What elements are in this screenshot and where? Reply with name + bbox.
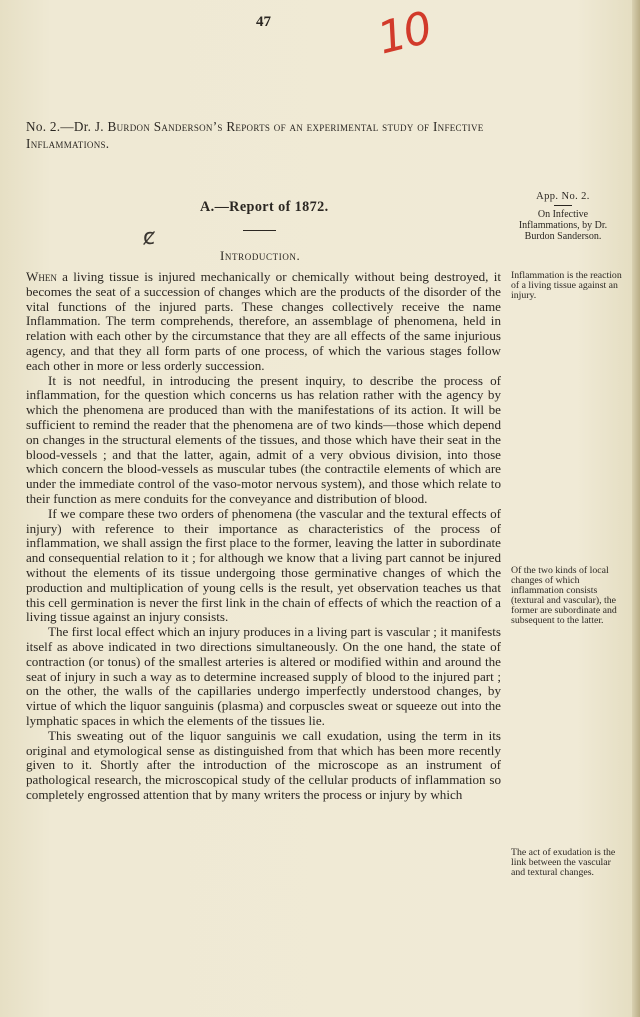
appendix-reference xyxy=(513,191,613,242)
page-edge xyxy=(632,0,640,1017)
handwritten-squiggle: ȼ xyxy=(143,225,156,250)
handwritten-mark: 10 xyxy=(372,2,436,65)
appendix-title: App. No. 2. xyxy=(536,191,590,202)
margin-note-inflammation: Inflammation is the reaction of a living tissue against an injury. xyxy=(511,270,622,301)
document-title xyxy=(26,118,566,152)
paragraph-text: a living tissue is injured mechanically or chemically without being destroyed, it becomes the seat of a succession of changes which are the products of the disorder of the vital functions of the injured parts. These changes collectively receive the name Inflammation. The term comprehends, therefore, an assemblage of phenomena, held in relation with each other by the circumstance that they are all effects of the same injurious agency, and that they all form parts of one process, of which the various stages follow each other in more or less orderly succession. xyxy=(26,269,501,373)
margin-note-two-kinds: Of the two kinds of local changes of which inflammation consists (textural and vascular), the former are subordinate and subsequent to the latter. xyxy=(511,565,617,626)
section-heading: A.—Report of 1872. xyxy=(200,199,329,215)
paragraph xyxy=(26,729,501,803)
paragraph-text: It is not needful, in introducing the present inquiry, to describe the process of inflammation, for the question which concerns us has relation rather with the agency by which the phenomena are produced than with the manifestations of its action. It will be sufficient to remind the reader that the phenomena are of two kinds—those which depend on changes in the structural elements of the tissues, and those which have their seat in the blood-vessels ; and that the latter, again, admit of a very obvious division, into those which concern the blood-vessels as muscular tubes (the contractile elements of which are under the immediate control of the vaso-motor nervous system), and those which relate to their function as mere conduits for the conveyance and distribution of blood. xyxy=(26,372,501,506)
paragraph-text: If we compare these two orders of phenomena (the vascular and the textural effects of injury) with reference to their importance as characteristics of the process of inflammation, we shall assign the first place to the former, leaving the latter in subordinate and consequential relation to it ; for although we know that a living part cannot be injured without the elements of its tissue undergoing those germinative changes of which the production and multiplication of young cells is the result, yet observation teaches us that this cell germination is never the first link in the chain of effects of which the reaction of a living tissue against an injury consists. xyxy=(26,505,501,625)
appendix-rule xyxy=(554,205,572,206)
document-title-text: Burdon Sanderson’s Reports of an experimental study of Infective Inflammations. xyxy=(26,119,484,151)
paragraph xyxy=(26,507,501,625)
introduction-heading: Introduction. xyxy=(220,248,301,263)
paragraph xyxy=(26,374,501,507)
heading-rule xyxy=(243,230,276,231)
document-title-prefix: No. 2.—Dr. J. xyxy=(26,119,108,134)
body-text xyxy=(26,270,501,803)
margin-note-exudation: The act of exudation is the link between the vascular and textural changes. xyxy=(511,847,616,878)
paragraph xyxy=(26,625,501,729)
paragraph-lead: When xyxy=(26,269,57,284)
paragraph xyxy=(26,270,501,374)
paragraph-text: The first local effect which an injury produces in a living part is vascular ; it manifests itself as above indicated in two directions simultaneously. On the one hand, the state of contraction (or tonus) of the smallest arteries is altered or modified within and around the seat of injury in such a way as to determine increased supply of blood to the injured part ; on the other, the walls of the capillaries undergo imperfectly understood changes, by virtue of which the liquor sanguinis (plasma) and corpuscles sweat or squeeze out into the lymphatic spaces in which the elements of the tissues lie. xyxy=(26,624,501,728)
paragraph-text: This sweating out of the liquor sanguinis we call exudation, using the term in its original and etymological sense as distinguished from that which has been more recently given to it. Shortly after the introduction of the microscope as an instrument of pathological research, the microscopical study of the cellular products of inflammation so completely engrossed attention that by many writers the process or injury by which xyxy=(26,727,501,802)
page-number: 47 xyxy=(256,14,271,30)
appendix-text: On Infective Inflammations, by Dr. Burdon Sanderson. xyxy=(518,209,608,242)
